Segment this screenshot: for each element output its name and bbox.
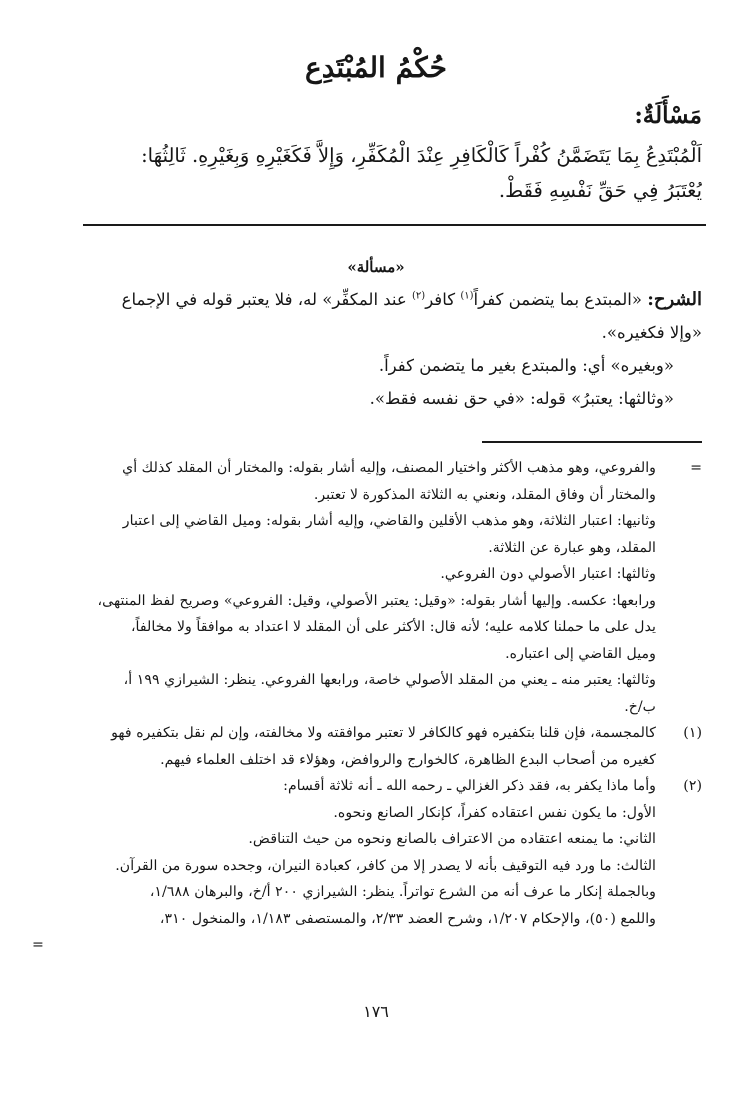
sub-heading: «مسألة» xyxy=(347,258,405,276)
footnote-text: كالمجسمة، فإن قلنا بتكفيره فهو كالكافر لا تعتبر موافقته ولا مخالفته، وإن لم نقل بتكفيره فهو xyxy=(111,725,656,741)
footnote-text: الأول: ما يكون نفس اعتقاده كفراً، كإنكار الصانع ونحوه. xyxy=(333,804,656,821)
footnote-row xyxy=(32,906,702,953)
footnote-marker: (٢) xyxy=(683,778,702,794)
commentary-line-4: «وثالثها: يعتبرُ» قوله: «في حق نفسه فقط». xyxy=(369,389,674,408)
continuation-mark: = xyxy=(32,937,44,953)
footnote-text: والمختار أن وفاق المقلد، ونعني به الثلاثة المذكورة لا تعتبر. xyxy=(313,486,656,503)
commentary-line-2: «وإلا فكغيره». xyxy=(601,323,702,342)
matn-line-1: اَلْمُبْتَدِعُ بِمَا يَتَضَمَّنُ كُفْراً كَالْكَافِرِ عِنْدَ الْمُكَفِّرِ، وَإِلاَّ فَكَغَيْرِهِ وَبِغَيْرِهِ. ثَالِثُهَا: xyxy=(141,144,702,167)
footnote-text: وبالجملة إنكار ما عرف أنه من الشرع تواتراً. ينظر: الشيرازي ٢٠٠ أ/خ، والبرهان ١/٦٨٨، xyxy=(149,884,656,900)
footnote-text: واللمع (٥٠)، والإحكام ١/٢٠٧، وشرح العضد ٢/٣٣، والمستصفى ١/١٨٣، والمنخول ٣١٠، xyxy=(159,910,656,927)
footnote-text: وثانيها: اعتبار الثلاثة، وهو مذهب الأقلين والقاضي، وإليه أشار بقوله: وميل القاضي إلى اعتبار xyxy=(122,513,656,529)
footnote-marker: (١) xyxy=(683,725,702,741)
footnote-text: وأما ماذا يكفر به، فقد ذكر الغزالي ـ رحمه الله ـ أنه ثلاثة أقسام: xyxy=(283,778,656,794)
footnote-row xyxy=(42,588,702,615)
section-divider xyxy=(83,224,706,226)
commentary-text: «المبتدع بما يتضمن كفراً xyxy=(473,290,642,309)
footnote-text: وثالثها: يعتبر منه ـ يعني من المقلد الأصولي خاصة، ورابعها الفروعي. ينظر: الشيرازي ١٩٩ أ، xyxy=(123,672,656,688)
footnote-ref-1[interactable]: (١) xyxy=(460,290,474,302)
footnote-text: المقلد، وهو عبارة عن الثلاثة. xyxy=(488,539,656,556)
footnote-row xyxy=(42,641,702,668)
footnote-text: والفروعي، وهو مذهب الأكثر واختيار المصنف، وإليه أشار بقوله: والمختار أن المقلد كذلك أي xyxy=(122,460,656,476)
footnote-text: ورابعها: عكسه. وإليها أشار بقوله: «وقيل: يعتبر الأصولي، وقيل: الفروعي» وصريح لفظ المنتهى، xyxy=(97,592,656,609)
footnote-row xyxy=(42,614,702,641)
commentary-line-3: «وبغيره» أي: والمبتدع بغير ما يتضمن كفراً. xyxy=(378,356,674,375)
footnote-text: يدل على ما حملنا كلامه عليه؛ لأنه قال: الأكثر على أن المقلد لا اعتداد به موافقاً ولا مخالفاً، xyxy=(130,619,656,635)
issue-heading: مَسْأَلَةٌ: xyxy=(634,102,702,129)
commentary-text: عند المكفِّر» له، فلا يعتبر قوله في الإجماع xyxy=(121,290,407,309)
commentary-text: كافر xyxy=(425,290,456,309)
footnote-row xyxy=(42,800,702,827)
footnotes xyxy=(32,455,702,953)
footnote-ref-2[interactable]: (٢) xyxy=(412,290,426,302)
page-number: ١٧٦ xyxy=(363,1002,389,1021)
footnote-row xyxy=(42,508,702,535)
footnote-marker: = xyxy=(690,460,702,476)
footnote-row xyxy=(42,667,702,694)
commentary xyxy=(42,283,702,415)
footnote-row xyxy=(42,853,702,880)
matn-text xyxy=(52,138,702,208)
footnote-row xyxy=(42,773,702,800)
footnote-row xyxy=(42,720,702,747)
footnote-text: كغيره من أصحاب البدع الظاهرة، كالخوارج والروافض، وهؤلاء قد اختلف العلماء فيهم. xyxy=(160,751,656,768)
footnote-row xyxy=(42,535,702,562)
footnote-row xyxy=(42,694,702,721)
footnote-row xyxy=(42,561,702,588)
footnote-text: وميل القاضي إلى اعتباره. xyxy=(505,645,656,662)
footnote-row xyxy=(42,482,702,509)
footnote-row xyxy=(42,826,702,853)
matn-line-2: يُعْتَبَرُ فِي حَقِّ نَفْسِهِ فَقَطْ. xyxy=(498,179,702,202)
footnote-row xyxy=(42,455,702,482)
footnote-separator xyxy=(482,441,702,443)
footnote-text: الثاني: ما يمنعه اعتقاده من الاعتراف بالصانع ونحوه من حيث التناقض. xyxy=(248,831,656,847)
chapter-title: حُكْمُ المُبْتَدِع xyxy=(305,51,447,84)
footnote-row xyxy=(42,879,702,906)
footnote-text: وثالثها: اعتبار الأصولي دون الفروعي. xyxy=(440,566,656,582)
footnote-text: الثالث: ما ورد فيه التوقيف بأنه لا يصدر إلا من كافر، كعبادة النيران، وجحده سورة من القرآن. xyxy=(115,857,656,874)
footnote-text: ب/خ. xyxy=(624,698,656,715)
commentary-line-1 xyxy=(42,283,702,316)
footnote-row xyxy=(42,747,702,774)
commentary-label: الشرح: xyxy=(647,289,702,310)
